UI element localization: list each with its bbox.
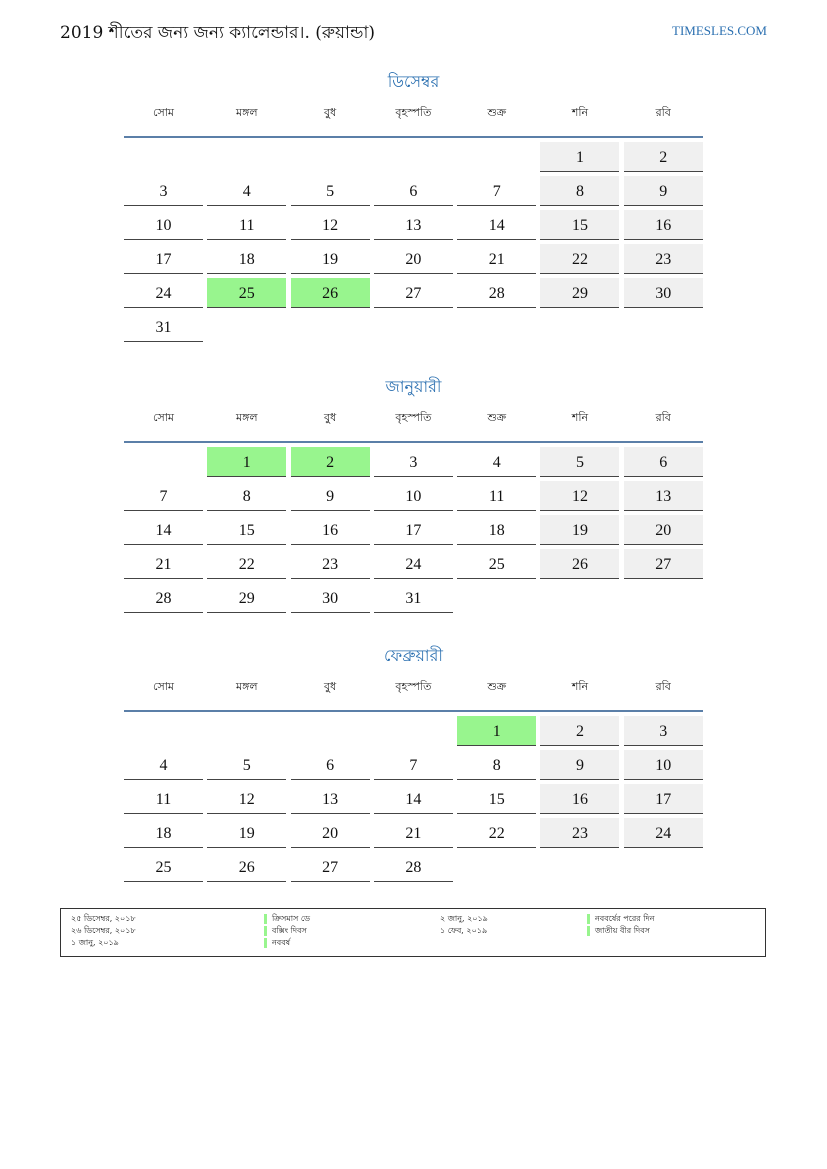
- empty-cell: [124, 142, 203, 172]
- day-cell: 2: [624, 142, 703, 172]
- weekday-label: শুক্র: [487, 106, 507, 119]
- empty-cell: [291, 142, 370, 172]
- day-cell: 17: [124, 244, 203, 274]
- day-cell: 26: [207, 852, 286, 882]
- day-cell: 22: [540, 244, 619, 274]
- month-title: ডিসেম্বর: [387, 72, 440, 91]
- weekday-header: [124, 680, 703, 706]
- day-cell: 27: [374, 278, 453, 308]
- day-grid: [124, 447, 703, 613]
- month-title: জানুয়ারী: [385, 377, 442, 396]
- day-cell: 13: [291, 784, 370, 814]
- day-cell: 5: [291, 176, 370, 206]
- day-cell: 3: [624, 716, 703, 746]
- day-cell: 8: [207, 481, 286, 511]
- day-cell: 6: [624, 447, 703, 477]
- day-cell: 26: [540, 549, 619, 579]
- day-cell: 23: [540, 818, 619, 848]
- site-link[interactable]: TIMESLES.COM: [672, 23, 767, 38]
- day-cell: 14: [457, 210, 536, 240]
- day-cell: 14: [124, 515, 203, 545]
- day-cell: 1: [540, 142, 619, 172]
- day-cell: 20: [624, 515, 703, 545]
- day-cell: 18: [124, 818, 203, 848]
- empty-cell: [124, 447, 203, 477]
- day-cell: 16: [624, 210, 703, 240]
- empty-cell: [207, 716, 286, 746]
- weekday-label: রবি: [655, 106, 671, 119]
- day-cell: 6: [291, 750, 370, 780]
- page-title: 2019 শীতের জন্য জন্য ক্যালেন্ডার।. (রুয়ান্ডা): [60, 23, 376, 43]
- day-cell: 1: [207, 447, 286, 477]
- day-grid: [124, 716, 703, 882]
- weekday-header: [124, 106, 703, 132]
- day-cell: 4: [207, 176, 286, 206]
- day-cell: 8: [457, 750, 536, 780]
- day-cell: 19: [291, 244, 370, 274]
- legend-holiday: নববর্ষ: [264, 938, 290, 948]
- day-cell: 31: [124, 312, 203, 342]
- day-cell: 9: [291, 481, 370, 511]
- legend-date: ১ জানু, ২০১৯: [71, 938, 119, 947]
- day-cell: 30: [624, 278, 703, 308]
- holiday-legend: [60, 908, 766, 957]
- weekday-label: বুধ: [323, 411, 337, 424]
- day-cell: 29: [207, 583, 286, 613]
- empty-cell: [124, 716, 203, 746]
- day-cell: 15: [540, 210, 619, 240]
- weekday-label: মঙ্গল: [235, 680, 258, 693]
- day-cell: 22: [457, 818, 536, 848]
- day-cell: 4: [457, 447, 536, 477]
- weekday-label: মঙ্গল: [235, 411, 258, 424]
- day-cell: 23: [624, 244, 703, 274]
- day-cell: 11: [207, 210, 286, 240]
- day-cell: 27: [624, 549, 703, 579]
- day-cell: 2: [291, 447, 370, 477]
- day-cell: 18: [207, 244, 286, 274]
- day-cell: 5: [540, 447, 619, 477]
- day-cell: 22: [207, 549, 286, 579]
- day-cell: 6: [374, 176, 453, 206]
- day-cell: 13: [624, 481, 703, 511]
- day-cell: 11: [457, 481, 536, 511]
- day-cell: 28: [124, 583, 203, 613]
- weekday-header: [124, 411, 703, 437]
- empty-cell: [374, 142, 453, 172]
- legend-holiday: নববর্ষের পরের দিন: [587, 914, 655, 924]
- day-cell: 5: [207, 750, 286, 780]
- day-cell: 3: [124, 176, 203, 206]
- day-cell: 12: [207, 784, 286, 814]
- day-cell: 24: [124, 278, 203, 308]
- header-rule: [124, 710, 703, 712]
- day-cell: 25: [207, 278, 286, 308]
- day-cell: 15: [207, 515, 286, 545]
- legend-holiday: বক্সিং দিবস: [264, 926, 307, 936]
- weekday-label: রবি: [655, 411, 671, 424]
- weekday-label: সোম: [152, 106, 175, 119]
- day-cell: 17: [374, 515, 453, 545]
- day-cell: 9: [624, 176, 703, 206]
- weekday-label: রবি: [655, 680, 671, 693]
- day-cell: 14: [374, 784, 453, 814]
- weekday-label: সোম: [152, 411, 175, 424]
- day-cell: 8: [540, 176, 619, 206]
- empty-cell: [207, 142, 286, 172]
- day-cell: 31: [374, 583, 453, 613]
- legend-date: ২৬ ডিসেম্বর, ২০১৮: [71, 926, 136, 935]
- month-title: ফেব্রুয়ারী: [384, 646, 443, 665]
- day-cell: 7: [374, 750, 453, 780]
- weekday-label: বৃহস্পতি: [395, 106, 432, 119]
- day-cell: 29: [540, 278, 619, 308]
- day-cell: 12: [540, 481, 619, 511]
- day-cell: 30: [291, 583, 370, 613]
- day-cell: 21: [124, 549, 203, 579]
- day-cell: 25: [457, 549, 536, 579]
- day-cell: 11: [124, 784, 203, 814]
- header-rule: [124, 136, 703, 138]
- day-cell: 18: [457, 515, 536, 545]
- day-cell: 10: [124, 210, 203, 240]
- day-cell: 2: [540, 716, 619, 746]
- weekday-label: বৃহস্পতি: [395, 411, 432, 424]
- legend-holiday: ক্রিসমাস ডে: [264, 914, 310, 924]
- weekday-label: মঙ্গল: [235, 106, 258, 119]
- day-cell: 20: [291, 818, 370, 848]
- day-cell: 7: [457, 176, 536, 206]
- day-cell: 23: [291, 549, 370, 579]
- day-cell: 19: [207, 818, 286, 848]
- weekday-label: শনি: [571, 680, 589, 693]
- weekday-label: শুক্র: [487, 680, 507, 693]
- day-cell: 27: [291, 852, 370, 882]
- day-cell: 21: [374, 818, 453, 848]
- day-cell: 3: [374, 447, 453, 477]
- legend-date: ২ জানু, ২০১৯: [440, 914, 488, 923]
- day-cell: 7: [124, 481, 203, 511]
- weekday-label: সোম: [152, 680, 175, 693]
- day-cell: 10: [374, 481, 453, 511]
- day-cell: 13: [374, 210, 453, 240]
- legend-holiday: জাতীয় বীর দিবস: [587, 926, 650, 936]
- day-cell: 16: [540, 784, 619, 814]
- empty-cell: [374, 716, 453, 746]
- day-cell: 20: [374, 244, 453, 274]
- day-cell: 24: [624, 818, 703, 848]
- weekday-label: বুধ: [323, 680, 337, 693]
- day-cell: 4: [124, 750, 203, 780]
- weekday-label: বৃহস্পতি: [395, 680, 432, 693]
- weekday-label: শনি: [571, 106, 589, 119]
- legend-date: ১ ফেব, ২০১৯: [440, 926, 488, 935]
- day-cell: 24: [374, 549, 453, 579]
- day-cell: 15: [457, 784, 536, 814]
- empty-cell: [291, 716, 370, 746]
- day-cell: 26: [291, 278, 370, 308]
- day-cell: 16: [291, 515, 370, 545]
- empty-cell: [457, 142, 536, 172]
- day-cell: 12: [291, 210, 370, 240]
- day-cell: 28: [457, 278, 536, 308]
- day-cell: 21: [457, 244, 536, 274]
- day-cell: 28: [374, 852, 453, 882]
- day-cell: 25: [124, 852, 203, 882]
- weekday-label: শুক্র: [487, 411, 507, 424]
- day-cell: 9: [540, 750, 619, 780]
- day-cell: 10: [624, 750, 703, 780]
- day-cell: 17: [624, 784, 703, 814]
- month-february: [124, 646, 703, 882]
- month-january: [124, 377, 703, 613]
- day-grid: [124, 142, 703, 342]
- header-rule: [124, 441, 703, 443]
- weekday-label: বুধ: [323, 106, 337, 119]
- legend-date: ২৫ ডিসেম্বর, ২০১৮: [71, 914, 136, 923]
- weekday-label: শনি: [571, 411, 589, 424]
- day-cell: 1: [457, 716, 536, 746]
- month-december: [124, 72, 703, 342]
- day-cell: 19: [540, 515, 619, 545]
